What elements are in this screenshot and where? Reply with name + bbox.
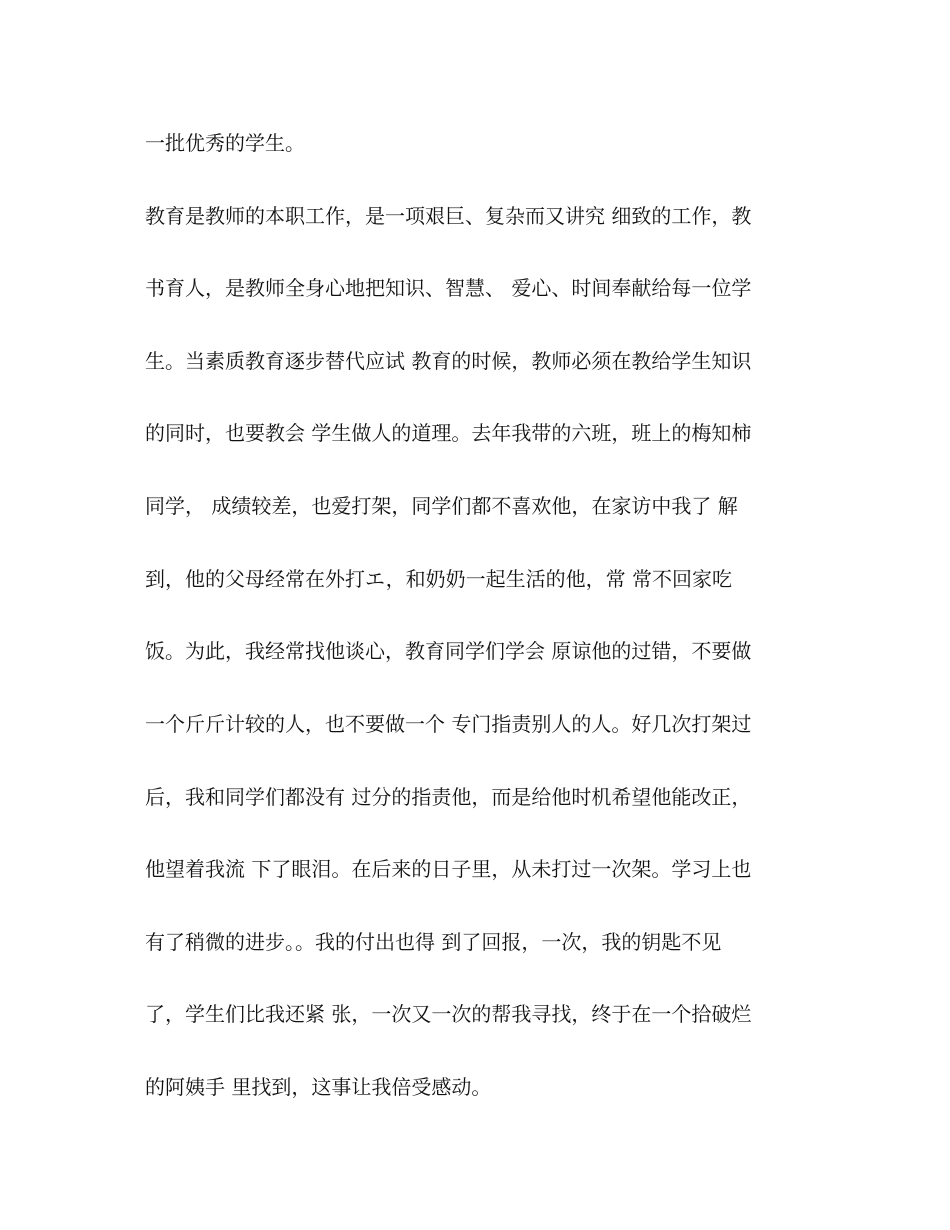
text-line: 饭。为此，我经常找他谈心，教育同学们学会 原谅他的过错，不要做 — [145, 639, 752, 663]
text-line: 他望着我流 下了眼泪。在后来的日子里，从未打过一次架。学习上也 — [145, 857, 752, 881]
text-line: 后，我和同学们都没有 过分的指责他，而是给他时机希望他能改正， — [145, 785, 752, 809]
text-line: 有了稍微的进步。。我的付出也得 到了回报，一次，我的钥匙不见 — [145, 930, 722, 954]
text-line: 到，他的父母经常在外打エ，和奶奶一起生活的他，常 常不回家吃 — [145, 567, 732, 591]
text-line: 同学， 成绩较差，也爱打架，同学们都不喜欢他，在家访中我了 解 — [145, 494, 738, 518]
text-line: 的同时，也要教会 学生做人的道理。去年我带的六班，班上的梅知柿 — [145, 421, 752, 445]
text-line: 生。当素质教育逐步替代应试 教育的时候，教师必须在教给学生知识 — [145, 349, 752, 373]
text-line: 的阿姨手 里找到，这事让我倍受感动。 — [145, 1075, 492, 1099]
text-line: 教育是教师的本职工作，是一项艰巨、复杂而又讲究 细致的工作，教 — [145, 204, 752, 228]
text-line: 一批优秀的学生。 — [145, 131, 305, 155]
text-line: 一个斤斤计较的人，也不要做一个 专门指责别人的人。好几次打架过 — [145, 712, 752, 736]
text-line: 了，学生们比我还紧 张，一次又一次的帮我寻找，终于在一个拾破烂 — [145, 1002, 752, 1026]
text-line: 书育人，是教师全身心地把知识、智慧、 爱心、时间奉献给每一位学 — [145, 276, 752, 300]
